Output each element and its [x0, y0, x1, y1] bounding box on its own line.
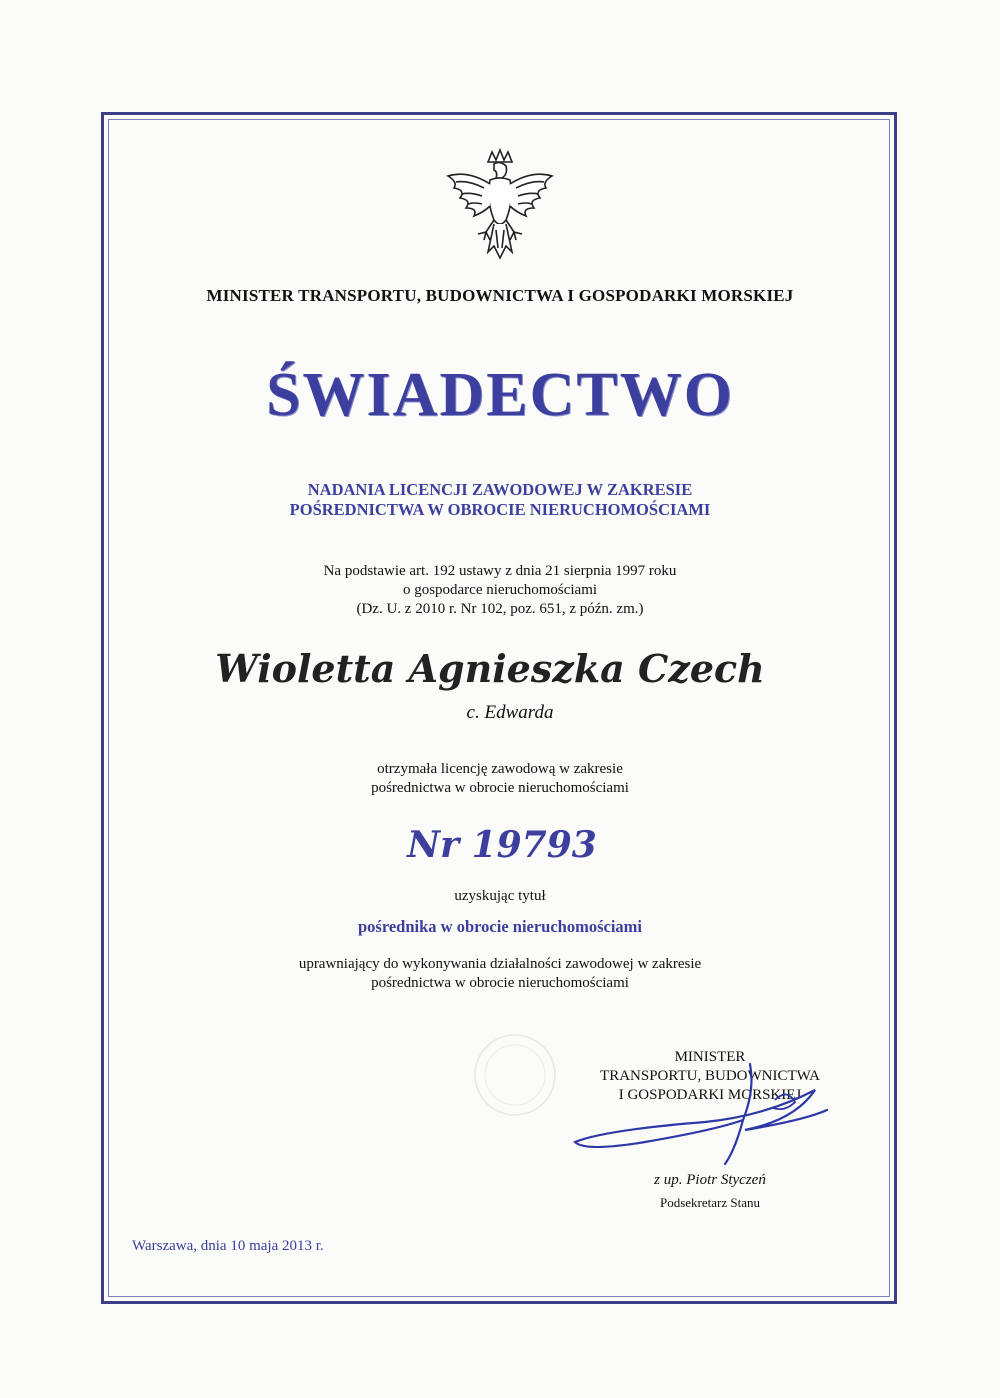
- signatory-position: Podsekretarz Stanu: [659, 1195, 760, 1210]
- signatory-line-3: I GOSPODARKI MORSKIEJ: [618, 1087, 802, 1103]
- signatory-line-2: TRANSPORTU, BUDOWNICTWA: [600, 1068, 820, 1084]
- signatory-line-1: MINISTER: [674, 1049, 746, 1065]
- white-eagle-emblem-icon: [438, 148, 562, 270]
- professional-title: pośrednika w obrocie nieruchomościami: [357, 917, 643, 936]
- subtitle-line-2: POŚREDNICTWA W OBROCIE NIERUCHOMOŚCIAMI: [289, 500, 711, 519]
- legal-basis-line-2: o gospodarce nieruchomościami: [402, 582, 598, 598]
- title-lead: uzyskując tytuł: [454, 888, 546, 904]
- holder-name: Wioletta Agnieszka Czech: [215, 646, 765, 691]
- handwritten-signature-icon: [565, 1060, 835, 1170]
- certificate-title: ŚWIADECTWO: [266, 361, 734, 429]
- received-line-1: otrzymała licencję zawodową w zakresie: [377, 761, 623, 777]
- issuer-name: MINISTER TRANSPORTU, BUDOWNICTWA I GOSPODARKI MORSKIEJ: [206, 286, 794, 305]
- legal-basis: [0, 562, 1000, 619]
- legal-basis-line-1: Na podstawie art. 192 ustawy z dnia 21 sierpnia 1997 roku: [323, 563, 677, 579]
- entitlement-line-2: pośrednictwa w obrocie nieruchomościami: [371, 975, 629, 991]
- holder-father-name: c. Edwarda: [466, 702, 554, 723]
- certificate-subtitle: [0, 480, 1000, 520]
- license-number: Nr 19793: [407, 824, 597, 866]
- entitlement-statement: [0, 955, 1000, 993]
- received-line-2: pośrednictwa w obrocie nieruchomościami: [371, 780, 629, 796]
- received-statement: [0, 760, 1000, 798]
- signatory-on-behalf: z up. Piotr Styczeń: [654, 1172, 766, 1188]
- subtitle-line-1: NADANIA LICENCJI ZAWODOWEJ W ZAKRESIE: [307, 480, 693, 499]
- place-and-date: Warszawa, dnia 10 maja 2013 r.: [132, 1238, 324, 1254]
- embossed-seal-icon: [470, 1030, 560, 1120]
- legal-basis-line-3: (Dz. U. z 2010 r. Nr 102, poz. 651, z późn. zm.): [356, 601, 644, 617]
- entitlement-line-1: uprawniający do wykonywania działalności zawodowej w zakresie: [298, 956, 702, 972]
